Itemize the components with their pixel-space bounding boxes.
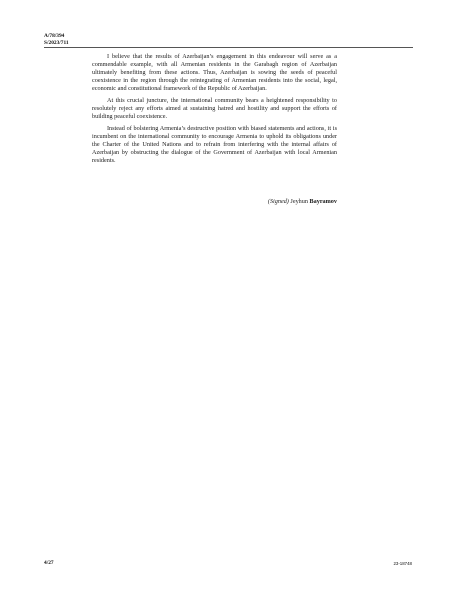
document-job-number: 23-18748	[393, 561, 412, 566]
body-paragraph: Instead of bolstering Armenia’s destructive position with biased statements and actions, it is incumbent on the international community to encourage Armenia to uphold its obligations under the Charter of the United Nations and to refrain from interfering with the internal affairs of Azerbaijan by obstructing the dialogue of the Government of Azerbaijan with local Armenian residents.	[92, 125, 337, 164]
signature-block	[92, 198, 337, 206]
signature-last-name: Bayramov	[309, 198, 337, 205]
document-symbol-header	[44, 33, 69, 47]
signature-prefix: (Signed)	[267, 198, 289, 205]
body-paragraph: At this crucial juncture, the international community bears a heightened responsibility to resolutely reject any efforts aimed at sustaining hatred and hostility and support the efforts of building peaceful coexistence.	[92, 97, 337, 120]
header-divider	[44, 47, 413, 48]
letter-body	[92, 53, 337, 169]
page-number: 4/27	[44, 560, 54, 566]
document-symbol-security-council: S/2023/711	[44, 40, 69, 46]
signature-first-name: Jeyhun	[290, 198, 308, 205]
document-symbol-general-assembly: A/78/394	[44, 33, 65, 39]
body-paragraph: I believe that the results of Azerbaijan’s engagement in this endeavour will serve as a commendable example, with all Armenian residents in the Garabagh region of Azerbaijan ultimately benefiting from these actions. Thus, Azerbaijan is sowing the seeds of peaceful coexistence in the region through the reintegrating of Armenian residents into the social, legal, economic and constitutional framework of the Republic of Azerbaijan.	[92, 53, 337, 92]
